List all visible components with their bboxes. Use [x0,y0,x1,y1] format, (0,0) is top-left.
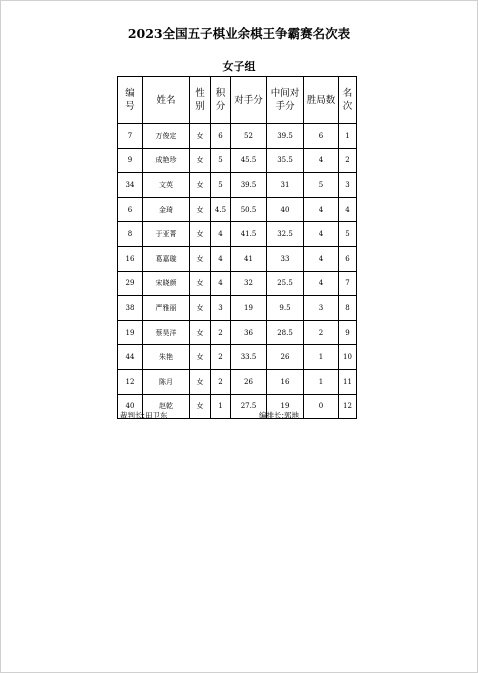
cell-score: 3 [211,296,231,321]
cell-opponent-score: 52 [231,124,267,149]
cell-opponent-score: 33.5 [231,345,267,370]
cell-number: 38 [118,296,143,321]
cell-opponent-score: 39.5 [231,173,267,198]
cell-score: 4 [211,246,231,271]
table-row [118,296,357,321]
cell-number: 8 [118,222,143,247]
cell-rank: 5 [339,222,357,247]
cell-opponent-score: 50.5 [231,197,267,222]
table-row [118,124,357,149]
header-rank: 名 次 [339,77,357,124]
cell-wins: 1 [304,345,339,370]
cell-rank: 6 [339,246,357,271]
cell-middle-opponent-score: 35.5 [267,148,304,173]
cell-middle-opponent-score: 31 [267,173,304,198]
header-middle-opponent-score: 中间对 手分 [267,77,304,124]
cell-wins: 0 [304,394,339,419]
cell-rank: 9 [339,320,357,345]
cell-number: 19 [118,320,143,345]
cell-sex: 女 [190,148,211,173]
cell-wins: 3 [304,296,339,321]
cell-opponent-score: 26 [231,369,267,394]
cell-sex: 女 [190,246,211,271]
cell-rank: 4 [339,197,357,222]
cell-number: 34 [118,173,143,198]
table-row [118,345,357,370]
cell-wins: 2 [304,320,339,345]
cell-name: 陈月 [143,369,190,394]
cell-score: 5 [211,148,231,173]
cell-name: 葛嘉璇 [143,246,190,271]
cell-name: 成艳珍 [143,148,190,173]
cell-opponent-score: 32 [231,271,267,296]
cell-sex: 女 [190,197,211,222]
cell-name: 文英 [143,173,190,198]
cell-middle-opponent-score: 39.5 [267,124,304,149]
cell-score: 4 [211,222,231,247]
cell-sex: 女 [190,124,211,149]
table-row [118,148,357,173]
cell-number: 16 [118,246,143,271]
table-row [118,246,357,271]
cell-sex: 女 [190,369,211,394]
cell-name: 万俊定 [143,124,190,149]
cell-middle-opponent-score: 25.5 [267,271,304,296]
cell-sex: 女 [190,345,211,370]
cell-rank: 1 [339,124,357,149]
cell-name: 于亚菁 [143,222,190,247]
cell-opponent-score: 41.5 [231,222,267,247]
cell-score: 4.5 [211,197,231,222]
cell-opponent-score: 27.5 [231,394,267,419]
cell-number: 40 [118,394,143,419]
cell-wins: 4 [304,222,339,247]
cell-middle-opponent-score: 32.5 [267,222,304,247]
cell-score: 2 [211,345,231,370]
ranking-table [117,76,357,419]
table-row [118,369,357,394]
group-subtitle: 女子组 [222,60,256,73]
cell-middle-opponent-score: 40 [267,197,304,222]
cell-sex: 女 [190,222,211,247]
header-name: 姓名 [143,77,190,124]
cell-middle-opponent-score: 28.5 [267,320,304,345]
cell-number: 12 [118,369,143,394]
cell-opponent-score: 45.5 [231,148,267,173]
cell-wins: 4 [304,148,339,173]
cell-rank: 2 [339,148,357,173]
recorder-signature: 编排长:郭地 [259,411,300,420]
table-row [118,173,357,198]
cell-score: 6 [211,124,231,149]
cell-number: 9 [118,148,143,173]
cell-wins: 4 [304,271,339,296]
cell-score: 2 [211,320,231,345]
header-opponent-score: 对手分 [231,77,267,124]
cell-rank: 10 [339,345,357,370]
cell-number: 6 [118,197,143,222]
cell-score: 5 [211,173,231,198]
cell-number: 44 [118,345,143,370]
cell-name: 赵乾 [143,394,190,419]
cell-sex: 女 [190,296,211,321]
referee-signature: 裁判长:田卫东 [120,411,168,420]
cell-wins: 6 [304,124,339,149]
cell-name: 严雅丽 [143,296,190,321]
cell-rank: 12 [339,394,357,419]
cell-sex: 女 [190,394,211,419]
cell-wins: 4 [304,197,339,222]
cell-rank: 7 [339,271,357,296]
table-row [118,222,357,247]
cell-sex: 女 [190,271,211,296]
cell-middle-opponent-score: 26 [267,345,304,370]
cell-name: 蔡昊洋 [143,320,190,345]
cell-rank: 3 [339,173,357,198]
cell-sex: 女 [190,173,211,198]
table-row [118,271,357,296]
cell-wins: 1 [304,369,339,394]
table-row [118,320,357,345]
cell-middle-opponent-score: 33 [267,246,304,271]
header-number: 编 号 [118,77,143,124]
table-row [118,197,357,222]
cell-wins: 4 [304,246,339,271]
cell-middle-opponent-score: 19 [267,394,304,419]
cell-number: 7 [118,124,143,149]
header-wins: 胜局数 [304,77,339,124]
cell-opponent-score: 41 [231,246,267,271]
cell-name: 金琦 [143,197,190,222]
cell-middle-opponent-score: 9.5 [267,296,304,321]
cell-score: 4 [211,271,231,296]
cell-rank: 8 [339,296,357,321]
cell-middle-opponent-score: 16 [267,369,304,394]
document-title: 2023全国五子棋业余棋王争霸赛名次表 [127,26,351,41]
cell-number: 29 [118,271,143,296]
cell-opponent-score: 36 [231,320,267,345]
cell-opponent-score: 19 [231,296,267,321]
cell-sex: 女 [190,320,211,345]
cell-score: 2 [211,369,231,394]
cell-name: 朱艳 [143,345,190,370]
cell-score: 1 [211,394,231,419]
table-header-row [118,77,357,124]
cell-rank: 11 [339,369,357,394]
cell-name: 宋晓颜 [143,271,190,296]
cell-wins: 5 [304,173,339,198]
header-score: 积 分 [211,77,231,124]
header-sex: 性 别 [190,77,211,124]
